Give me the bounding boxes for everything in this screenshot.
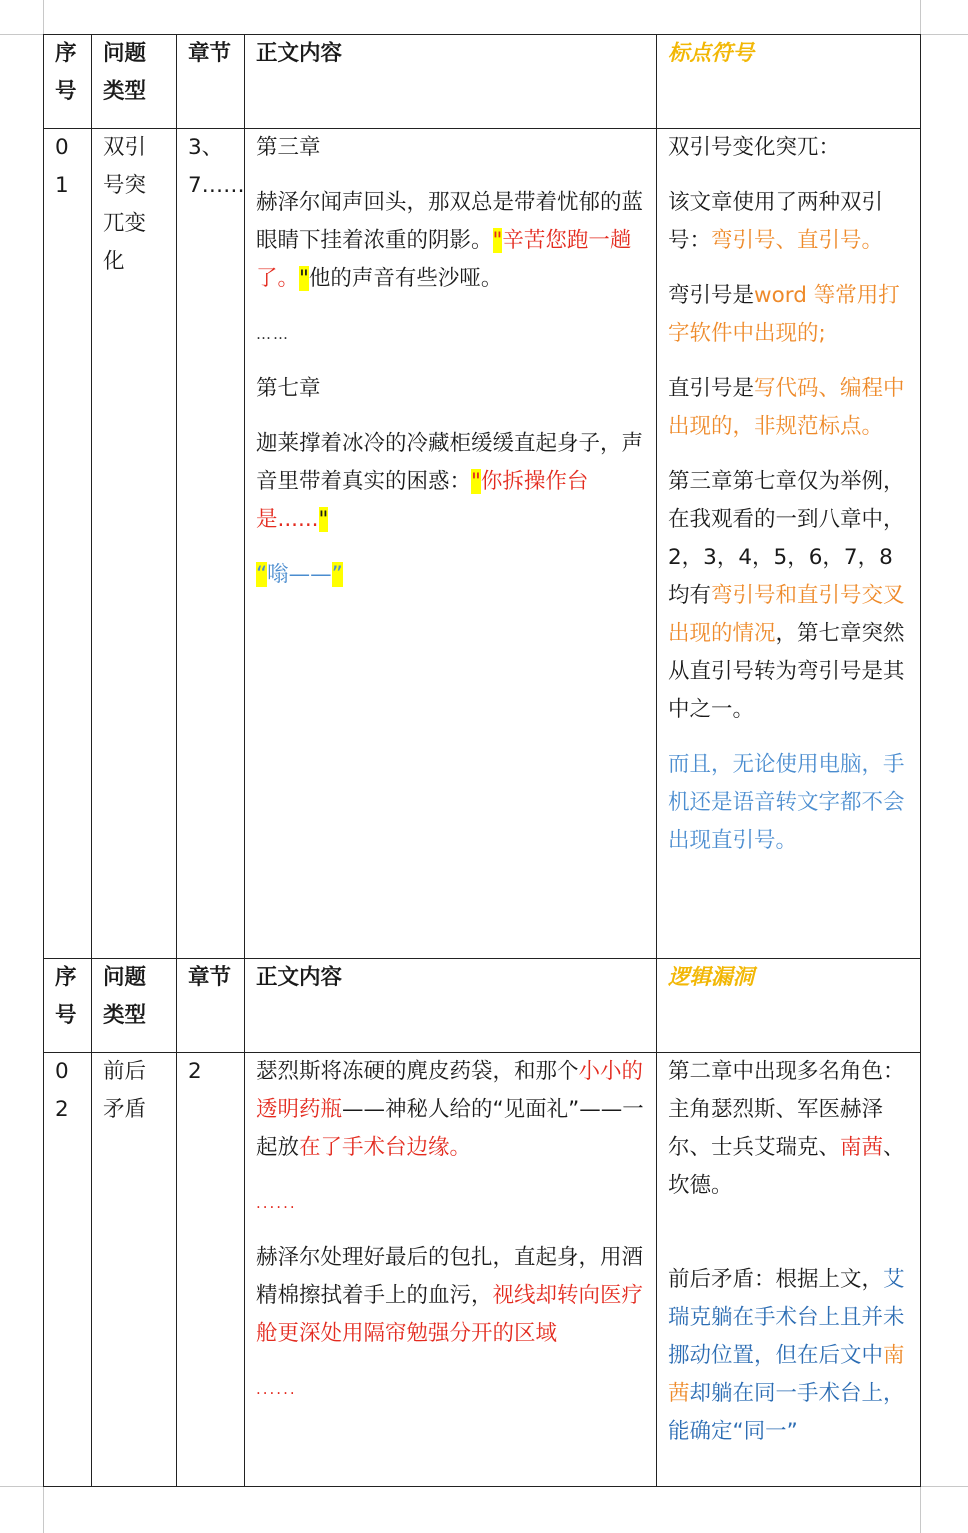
excerpt-paragraph: 赫泽尔处理好最后的包扎，直起身，用酒精棉擦拭着手上的血污，视线却转向医疗舱更深处用隔帘勉强分开的区域	[256, 1245, 644, 1346]
header-no: 序号	[44, 35, 92, 129]
row-no: 02	[44, 1053, 92, 1487]
note-paragraph: 前后矛盾：根据上文，艾瑞克躺在手术台上且并未挪动位置，但在后文中南茜却躺在同一手术台上，能确定“同一”	[668, 1267, 905, 1444]
row-chapter: 3、7……	[177, 129, 245, 959]
chapter-heading: 第七章	[256, 376, 321, 401]
row-note	[657, 1053, 921, 1487]
header-content: 正文内容	[245, 959, 657, 1053]
header-row-punctuation	[44, 35, 921, 129]
excerpt-paragraph: 赫泽尔闻声回头，那双总是带着忧郁的蓝眼睛下挂着浓重的阴影。"辛苦您跑一趟了。"他的声音有些沙哑。	[256, 190, 644, 291]
issue-table	[43, 34, 921, 1487]
note-paragraph: 直引号是写代码、编程中出现的，非规范标点。	[668, 376, 905, 439]
header-type: 问题类型	[92, 959, 177, 1053]
row-type: 双引号突兀变化	[92, 129, 177, 959]
ellipsis: ......	[256, 1194, 297, 1212]
row-type: 前后矛盾	[92, 1053, 177, 1487]
issue-row-02	[44, 1053, 921, 1487]
header-type: 问题类型	[92, 35, 177, 129]
header-content: 正文内容	[245, 35, 657, 129]
ellipsis: ……	[256, 325, 290, 343]
excerpt-paragraph: “嗡——”	[256, 562, 343, 587]
excerpt-paragraph: 瑟烈斯将冻硬的麂皮药袋，和那个小小的透明药瓶——神秘人给的“见面礼”——一起放在了手术台边缘。	[256, 1059, 644, 1160]
note-paragraph: 弯引号是word 等常用打字软件中出现的;	[668, 283, 900, 346]
crop-mark-bottom-right-v	[920, 1487, 921, 1533]
row-content	[245, 1053, 657, 1487]
crop-mark-bottom-right-h	[921, 1486, 968, 1487]
header-chapter: 章节	[177, 959, 245, 1053]
note-paragraph: 第二章中出现多名角色：主角瑟烈斯、军医赫泽尔、士兵艾瑞克、南茜、坎德。	[668, 1059, 905, 1198]
crop-mark-bottom-left-h	[0, 1486, 43, 1487]
crop-mark-bottom-left-v	[43, 1487, 44, 1533]
header-no: 序号	[44, 959, 92, 1053]
crop-mark-top-left-h	[0, 34, 43, 35]
excerpt-paragraph: 迦莱撑着冰冷的冷藏柜缓缓直起身子，声音里带着真实的困惑："你拆操作台是......"	[256, 431, 644, 532]
crop-mark-top-right-h	[921, 34, 968, 35]
ellipsis: ......	[256, 1380, 297, 1398]
issue-row-01	[44, 129, 921, 959]
row-chapter: 2	[177, 1053, 245, 1487]
crop-mark-top-left-v	[43, 0, 44, 34]
header-category: 标点符号	[657, 35, 921, 129]
header-category: 逻辑漏洞	[657, 959, 921, 1053]
row-note	[657, 129, 921, 959]
note-paragraph: 第三章第七章仅为举例，在我观看的一到八章中，2，3，4，5，6，7，8均有弯引号和直引号交叉出现的情况，第七章突然从直引号转为弯引号是其中之一。	[668, 469, 905, 722]
note-paragraph: 双引号变化突兀：	[668, 135, 841, 160]
header-row-logic	[44, 959, 921, 1053]
row-no: 01	[44, 129, 92, 959]
row-content	[245, 129, 657, 959]
note-paragraph: 而且，无论使用电脑，手机还是语音转文字都不会出现直引号。	[668, 752, 905, 853]
crop-mark-top-right-v	[920, 0, 921, 34]
note-paragraph: 该文章使用了两种双引号：弯引号、直引号。	[668, 190, 884, 253]
chapter-heading: 第三章	[256, 135, 321, 160]
header-chapter: 章节	[177, 35, 245, 129]
